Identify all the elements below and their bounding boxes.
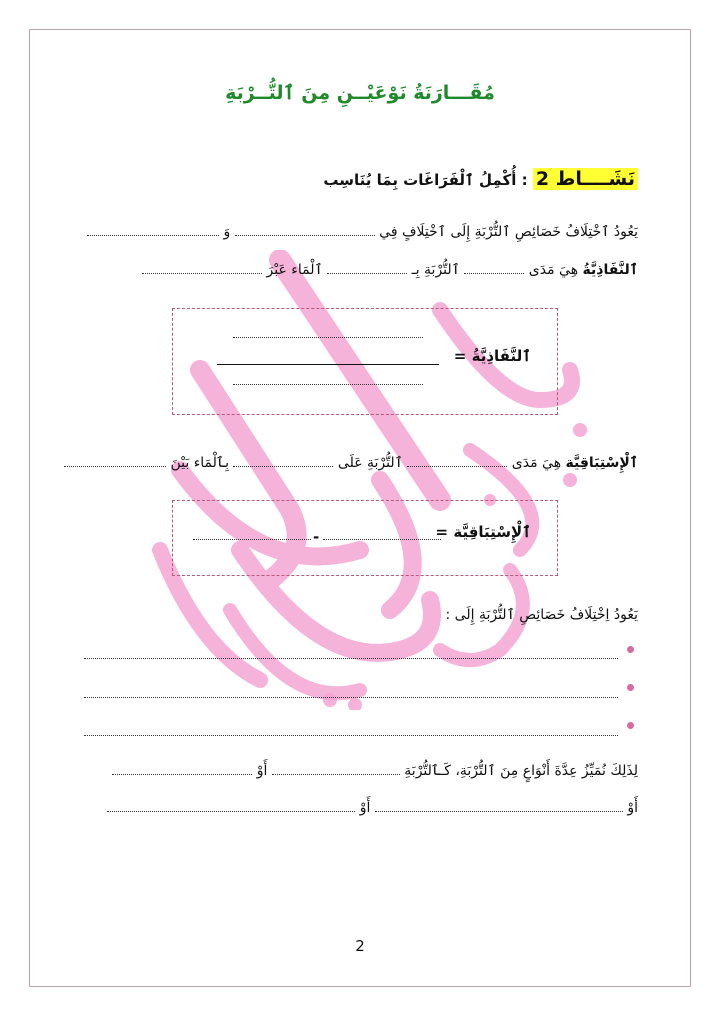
blank-5a[interactable] bbox=[272, 762, 400, 775]
line-5-or: أَوْ bbox=[256, 763, 268, 779]
answer-line-1[interactable] bbox=[84, 658, 618, 659]
blank-2a[interactable] bbox=[464, 261, 524, 274]
page-number: 2 bbox=[355, 937, 365, 955]
line-2 bbox=[142, 259, 638, 281]
line-3-p2: ٱلتُّرْبَةِ عَلَى bbox=[337, 455, 403, 471]
blank-3b[interactable] bbox=[233, 454, 333, 467]
box1-equals: = bbox=[453, 347, 467, 365]
retention-blank-b[interactable] bbox=[323, 539, 441, 540]
box2-equals: = bbox=[435, 523, 449, 541]
line-3 bbox=[64, 452, 638, 474]
bullet-3 bbox=[627, 722, 634, 729]
line-4-text: يَعُودُ اِخْتِلَافُ خَصَائِصِ ٱلتُّرْبَةِ إِلَى : bbox=[445, 607, 638, 623]
retention-blank-a[interactable] bbox=[193, 539, 311, 540]
blank-3c[interactable] bbox=[64, 454, 166, 467]
line-3-term: ٱلْإِسْتِبَاقِيَّة bbox=[565, 455, 638, 471]
activity-separator: : bbox=[521, 171, 528, 189]
formula-box-retention bbox=[172, 500, 558, 576]
blank-6b[interactable] bbox=[107, 799, 355, 812]
box2-term: ٱلْإِسْتِبَاقِيَّة bbox=[453, 523, 531, 541]
blank-1b[interactable] bbox=[87, 223, 219, 236]
page-title: مُقَـــارَنَةُ نَوْعَيْــنِ مِنَ ٱلتُّــرْبَةِ bbox=[225, 82, 495, 104]
blank-5b[interactable] bbox=[112, 762, 252, 775]
line-2-p2: ٱلتُّرْبَةِ بِـ bbox=[411, 262, 460, 278]
answer-line-3[interactable] bbox=[84, 735, 618, 736]
box1-formula bbox=[454, 347, 531, 365]
fraction-bar bbox=[217, 364, 439, 365]
line-3-p3: بِٱلْمَاء بَيْنَ bbox=[170, 455, 230, 471]
line-6-or1: أَوْ bbox=[627, 800, 638, 816]
line-6 bbox=[107, 797, 638, 819]
denominator-blank[interactable] bbox=[233, 384, 423, 385]
line-1-conj: وَ bbox=[223, 224, 231, 240]
bullet-1 bbox=[627, 646, 634, 653]
line-1-text: يَعُودُ ٱخْتِلَافُ خَصَائِصِ ٱلتُّرْبَةِ إِلَى ٱخْتِلَافٍ فِي bbox=[379, 224, 638, 240]
minus-sign: - bbox=[313, 528, 320, 546]
blank-3a[interactable] bbox=[407, 454, 507, 467]
numerator-blank[interactable] bbox=[233, 337, 423, 338]
activity-heading bbox=[323, 168, 638, 190]
box2-formula bbox=[436, 523, 531, 541]
blank-1a[interactable] bbox=[235, 223, 375, 236]
bullet-2 bbox=[627, 684, 634, 691]
activity-label: نَشَــــاط 2 bbox=[533, 168, 638, 190]
line-5-text: لِذَلِكَ نُمَيِّزُ عِدَّةَ أَنْوَاعٍ مِنَ ٱلتُّرْبَةِ، كَـٱلتُّرْبَةِ bbox=[404, 763, 638, 779]
line-1 bbox=[87, 221, 638, 243]
line-3-p1: هِيَ مَدَى bbox=[511, 455, 562, 471]
blank-6a[interactable] bbox=[375, 799, 623, 812]
blank-2b[interactable] bbox=[327, 261, 407, 274]
formula-box-permeability bbox=[172, 308, 558, 415]
line-5 bbox=[112, 760, 638, 782]
blank-2c[interactable] bbox=[142, 261, 262, 274]
line-6-or2: أَوْ bbox=[359, 800, 371, 816]
line-2-p3: ٱلْمَاء عَبْرَ bbox=[266, 262, 323, 278]
line-2-term: ٱلنَّفَاذِيَّةُ bbox=[582, 262, 638, 278]
box1-term: ٱلنَّفَاذِيَّةُ bbox=[471, 347, 531, 365]
line-2-p1: هِيَ مَدَى bbox=[528, 262, 579, 278]
answer-line-2[interactable] bbox=[84, 697, 618, 698]
line-4 bbox=[446, 604, 638, 626]
activity-instruction: أُكْمِلُ ٱلْفَرَاغَات بِمَا يُنَاسِب bbox=[323, 171, 517, 189]
